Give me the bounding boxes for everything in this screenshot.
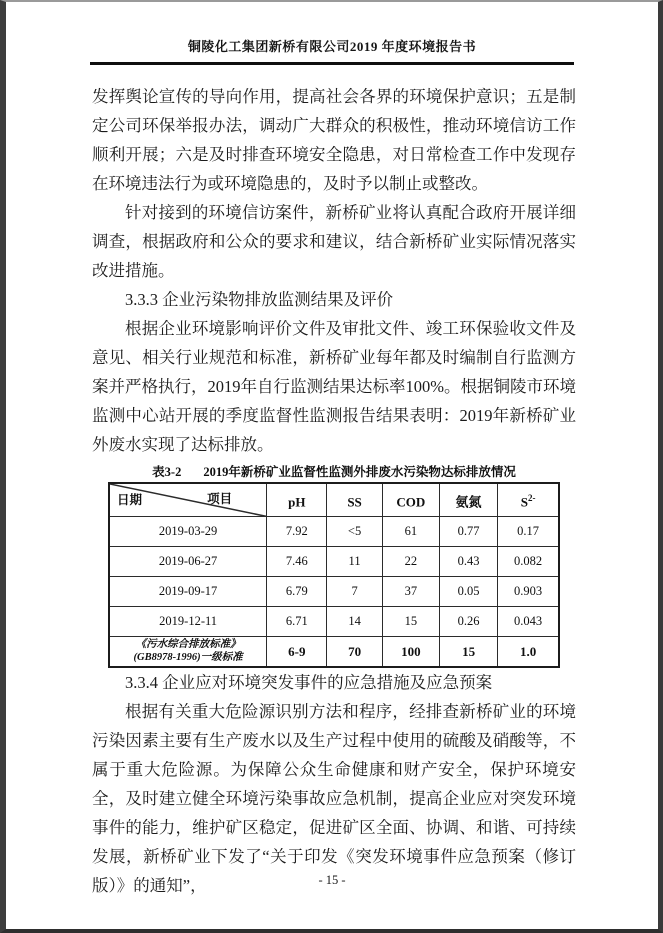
standard-value-cell: 6-9 — [267, 637, 327, 668]
value-cell: 0.77 — [439, 517, 497, 547]
report-header-title: 铜陵化工集团新桥有限公司2019 年度环境报告书 — [187, 39, 477, 54]
value-cell: 0.43 — [439, 547, 497, 577]
diagonal-header-cell — [109, 483, 267, 517]
standard-value-cell: 100 — [382, 637, 439, 668]
value-cell: 15 — [382, 607, 439, 637]
standard-value-cell: 15 — [439, 637, 497, 668]
date-cell: 2019-09-17 — [109, 577, 267, 607]
wastewater-monitoring-table — [108, 482, 560, 668]
value-cell: 37 — [382, 577, 439, 607]
section-heading-3-3-4: 3.3.4 企业应对环境突发事件的应急措施及应急预案 — [125, 673, 493, 693]
value-cell: 0.17 — [498, 517, 559, 547]
column-header-cod: COD — [382, 483, 439, 517]
section-heading-3-3-3: 3.3.3 企业污染物排放监测结果及评价 — [125, 290, 394, 309]
standard-value-cell: 70 — [327, 637, 382, 668]
page-content — [6, 65, 658, 900]
diagonal-label-item: 项目 — [207, 492, 233, 506]
value-cell: 7 — [327, 577, 382, 607]
column-header-ss: SS — [327, 483, 382, 517]
column-header-ammonia: 氨氮 — [439, 483, 497, 517]
standard-limit-row — [109, 637, 559, 668]
footer-page-number: - 15 - — [318, 873, 346, 887]
table-row — [109, 517, 559, 547]
table-header-row — [109, 483, 559, 517]
value-cell: 0.082 — [498, 547, 559, 577]
diagonal-label-date: 日期 — [117, 493, 143, 508]
table-row — [109, 577, 559, 607]
paragraph-continuation: 发挥舆论宣传的导向作用，提高社会各界的环境保护意识；五是制定公司环保举报办法，调动广大群众的积极性，推动环境信访工作顺利开展；六是及时排查环境安全隐患，对日常检查工作中发现存在环境违法行为或环境隐患的，及时予以制止或整改。 — [92, 87, 576, 193]
value-cell: 0.05 — [439, 577, 497, 607]
value-cell: 11 — [327, 547, 382, 577]
value-cell: 7.92 — [267, 517, 327, 547]
value-cell: 22 — [382, 547, 439, 577]
value-cell: 0.26 — [439, 607, 497, 637]
table-row — [109, 607, 559, 637]
paragraph-petitions: 针对接到的环境信访案件，新桥矿业将认真配合政府开展详细调查，根据政府和公众的要求和建议，结合新桥矿业实际情况落实改进措施。 — [92, 203, 576, 280]
date-cell: 2019-12-11 — [109, 607, 267, 637]
value-cell: 6.71 — [267, 607, 327, 637]
date-cell: 2019-03-29 — [109, 517, 267, 547]
table-row — [109, 547, 559, 577]
date-cell: 2019-06-27 — [109, 547, 267, 577]
paragraph-monitoring: 根据企业环境影响评价文件及审批文件、竣工环保验收文件及意见、相关行业规范和标准，新桥矿业每年都及时编制自行监测方案并严格执行，2019年自行监测结果达标率100%。根据铜陵市环境监测中心站开展的季度监督性监测报告结果表明：2019年新桥矿业外废水实现了达标排放。 — [92, 319, 576, 454]
value-cell: 61 — [382, 517, 439, 547]
paragraph-emergency: 根据有关重大危险源识别方法和程序，经排查新桥矿业的环境污染因素主要有生产废水以及生产过程中使用的硫酸及硝酸等，不属于重大危险源。为保障公众生命健康和财产安全，保护环境安全，及时建立健全环境污染事故应急机制，提高企业应对突发环境事件的能力，维护矿区稳定，促进矿区全面、协调、和谐、可持续发展，新桥矿业下发了“关于印发《突发环境事件应急预案（修订版）》的通知”， — [92, 702, 576, 896]
value-cell: <5 — [327, 517, 382, 547]
table-caption-title: 2019年新桥矿业监督性监测外排废水污染物达标排放情况 — [203, 465, 516, 479]
standard-label-cell: 《污水综合排放标准》 (GB8978-1996)一级标准 — [109, 637, 267, 668]
value-cell: 0.903 — [498, 577, 559, 607]
value-cell: 0.043 — [498, 607, 559, 637]
value-cell: 14 — [327, 607, 382, 637]
standard-value-cell: 1.0 — [498, 637, 559, 668]
column-header-ph: pH — [267, 483, 327, 517]
value-cell: 7.46 — [267, 547, 327, 577]
column-header-sulfide: $S^{2-}$ — [498, 483, 559, 517]
table-caption — [92, 464, 576, 480]
value-cell: 6.79 — [267, 577, 327, 607]
table-caption-label: 表3-2 — [152, 465, 182, 479]
